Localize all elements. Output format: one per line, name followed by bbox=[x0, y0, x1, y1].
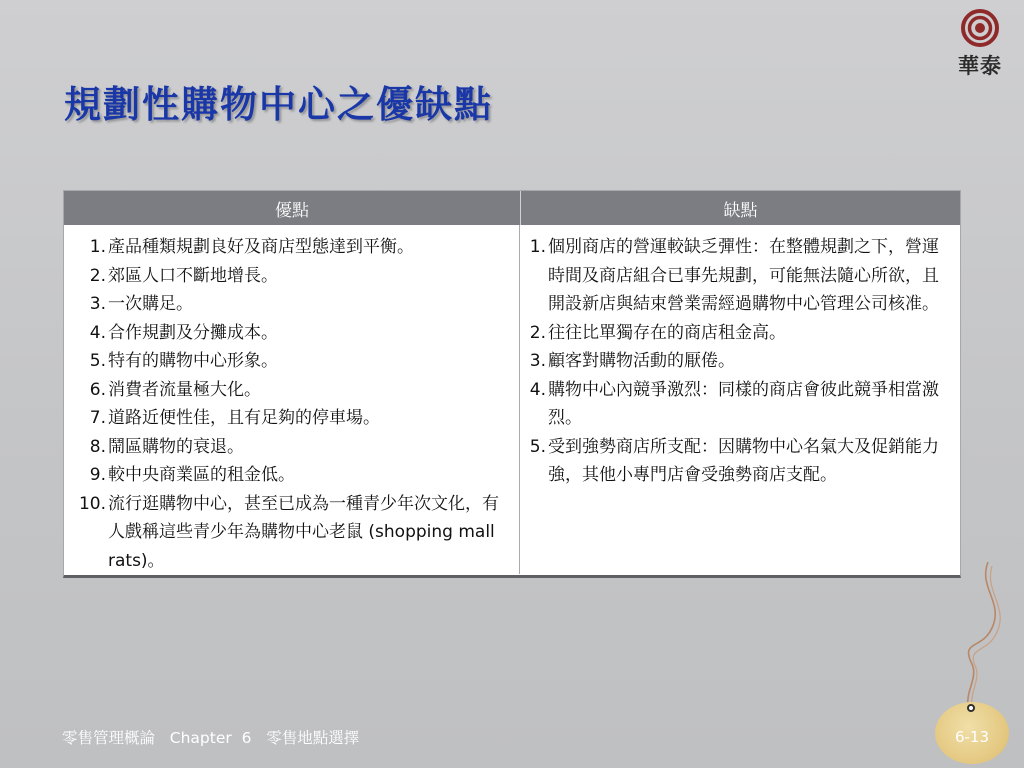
disadvantage-item bbox=[520, 319, 960, 348]
brand-logo bbox=[950, 8, 1010, 80]
item-number: 4. bbox=[89, 322, 106, 343]
advantage-item bbox=[64, 404, 519, 433]
item-number: 3. bbox=[529, 351, 546, 371]
item-number: 8. bbox=[89, 436, 106, 457]
advantage-item bbox=[64, 347, 519, 376]
tag-string-icon bbox=[920, 558, 1020, 708]
tag-hole-icon bbox=[967, 704, 975, 712]
page-number: 6-13 bbox=[954, 728, 990, 746]
table-body bbox=[64, 225, 960, 574]
advantage-item bbox=[64, 233, 519, 262]
item-text: 一次購足。 bbox=[108, 294, 193, 314]
item-number: 4. bbox=[529, 379, 546, 400]
huatai-spiral-logo-icon bbox=[960, 8, 1000, 48]
item-text: 流行逛購物中心，甚至已成為一種青少年次文化，有人戲稱這些青少年為購物中心老鼠 (shopping mall rats)。 bbox=[108, 493, 499, 571]
item-number: 2. bbox=[529, 322, 546, 343]
item-number: 5. bbox=[89, 351, 106, 371]
item-text: 郊區人口不斷地增長。 bbox=[108, 265, 278, 286]
item-text: 往往比單獨存在的商店租金高。 bbox=[548, 322, 786, 343]
table-header-row bbox=[64, 191, 960, 225]
item-text: 合作規劃及分攤成本。 bbox=[108, 322, 278, 343]
item-number: 6. bbox=[89, 379, 106, 400]
logo-text: 華泰 bbox=[958, 53, 1002, 78]
item-number: 9. bbox=[89, 465, 106, 485]
advantage-item bbox=[64, 433, 519, 462]
advantage-item bbox=[64, 290, 519, 319]
disadvantage-item bbox=[520, 347, 960, 376]
pros-cons-table bbox=[63, 190, 961, 578]
advantage-item bbox=[64, 461, 519, 490]
advantage-item bbox=[64, 262, 519, 291]
header-disadvantages: 缺點 bbox=[723, 200, 758, 221]
page-title: 規劃性購物中心之優缺點 bbox=[64, 82, 493, 126]
page-number-tag bbox=[935, 702, 1009, 764]
item-number: 2. bbox=[89, 265, 106, 286]
item-text: 個別商店的營運較缺乏彈性：在整體規劃之下，營運時間及商店組合已事先規劃，可能無法隨心所欲，且開設新店與結束營業需經過購物中心管理公司核准。 bbox=[548, 237, 939, 314]
advantages-column bbox=[64, 225, 520, 574]
disadvantage-item bbox=[520, 376, 960, 433]
item-number: 10. bbox=[78, 493, 106, 514]
item-number: 1. bbox=[529, 237, 546, 257]
item-text: 購物中心內競爭激烈：同樣的商店會彼此競爭相當激烈。 bbox=[548, 379, 939, 428]
item-text: 顧客對購物活動的厭倦。 bbox=[548, 351, 735, 371]
item-text: 鬧區購物的衰退。 bbox=[108, 436, 244, 457]
disadvantage-item bbox=[520, 233, 960, 319]
item-number: 7. bbox=[89, 408, 106, 428]
footer-text: 零售管理概論 Chapter 6 零售地點選擇 bbox=[62, 729, 360, 747]
item-text: 消費者流量極大化。 bbox=[108, 379, 261, 400]
disadvantages-column bbox=[520, 225, 960, 574]
item-text: 產品種類規劃良好及商店型態達到平衡。 bbox=[108, 237, 414, 257]
item-text: 受到強勢商店所支配：因購物中心名氣大及促銷能力強，其他小專門店會受強勢商店支配。 bbox=[548, 436, 939, 485]
item-text: 道路近便性佳，且有足夠的停車場。 bbox=[108, 408, 380, 428]
advantage-item bbox=[64, 490, 519, 576]
item-text: 特有的購物中心形象。 bbox=[108, 351, 278, 371]
item-number: 5. bbox=[529, 436, 546, 457]
item-text: 較中央商業區的租金低。 bbox=[108, 465, 295, 485]
advantage-item bbox=[64, 376, 519, 405]
item-number: 3. bbox=[89, 294, 106, 314]
header-advantages: 優點 bbox=[64, 191, 521, 225]
disadvantage-item bbox=[520, 433, 960, 490]
advantage-item bbox=[64, 319, 519, 348]
item-number: 1. bbox=[89, 237, 106, 257]
